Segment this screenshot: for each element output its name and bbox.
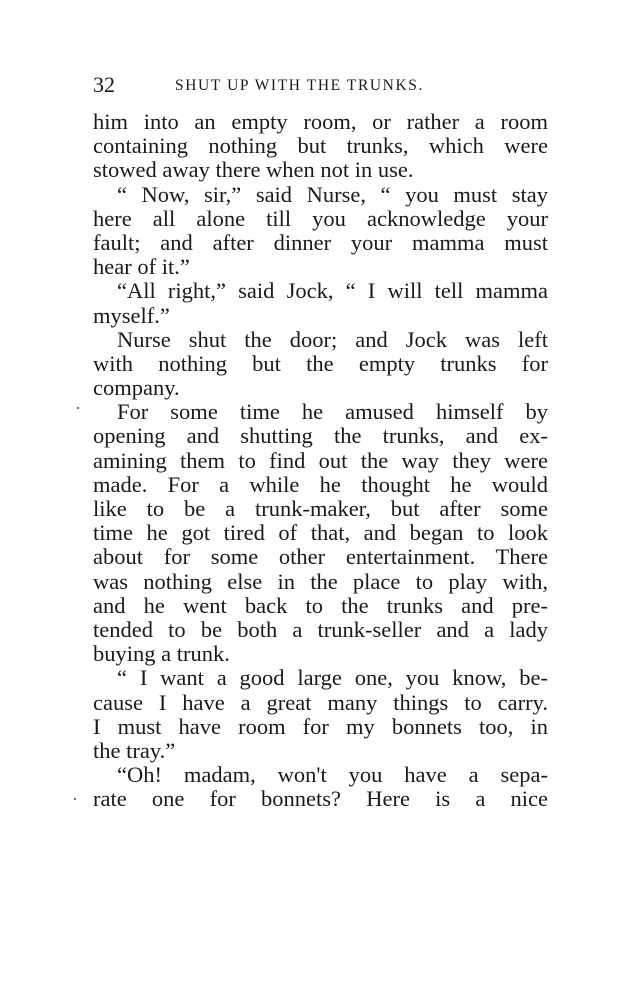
text-line: the tray.” bbox=[93, 737, 176, 763]
text-line: here all alone till you acknowledge your bbox=[93, 205, 548, 231]
text-line: with nothing but the empty trunks for bbox=[93, 350, 548, 376]
running-head: SHUT UP WITH THE TRUNKS. bbox=[175, 77, 424, 94]
text-line: about for some other entertainment. There bbox=[93, 544, 548, 570]
text-line: him into an empty room, or rather a room bbox=[93, 109, 548, 134]
text-line: I must have room for my bonnets too, in bbox=[93, 713, 548, 739]
text-line: buying a trunk. bbox=[93, 641, 230, 667]
text-line: company. bbox=[93, 375, 180, 401]
page-number: 32 bbox=[93, 72, 115, 97]
text-line: stowed away there when not in use. bbox=[93, 157, 414, 183]
body-text bbox=[93, 110, 548, 811]
text-line: made. For a while he thought he would bbox=[93, 471, 548, 497]
text-line: For some time he amused himself by bbox=[117, 399, 548, 425]
text-line: tended to be both a trunk-seller and a lady bbox=[93, 616, 548, 642]
text-line: “All right,” said Jock, “ I will tell mamma bbox=[117, 278, 548, 304]
text-line: amining them to find out the way they were bbox=[93, 447, 548, 473]
text-line: myself.” bbox=[93, 302, 170, 328]
text-line: Nurse shut the door; and Jock was left bbox=[117, 326, 548, 352]
text-line: time he got tired of that, and began to look bbox=[93, 520, 548, 546]
text-line: fault; and after dinner your mamma must bbox=[93, 229, 548, 255]
text-line: “ Now, sir,” said Nurse, “ you must stay bbox=[117, 181, 548, 207]
paper-speck bbox=[74, 798, 76, 800]
text-line: hear of it.” bbox=[93, 254, 190, 280]
text-line: like to be a trunk-maker, but after some bbox=[93, 496, 548, 521]
text-line: was nothing else in the place to play with, bbox=[93, 568, 548, 594]
text-line: containing nothing but trunks, which were bbox=[93, 133, 548, 159]
text-line: opening and shutting the trunks, and ex- bbox=[93, 423, 548, 449]
text-line: “Oh! madam, won't you have a sepa- bbox=[117, 762, 548, 788]
text-line: “ I want a good large one, you know, be- bbox=[117, 665, 548, 691]
paper-speck bbox=[77, 407, 79, 409]
text-line: and he went back to the trunks and pre- bbox=[93, 592, 548, 618]
text-line: rate one for bonnets? Here is a nice bbox=[93, 786, 548, 812]
text-line: cause I have a great many things to carry. bbox=[93, 689, 548, 715]
